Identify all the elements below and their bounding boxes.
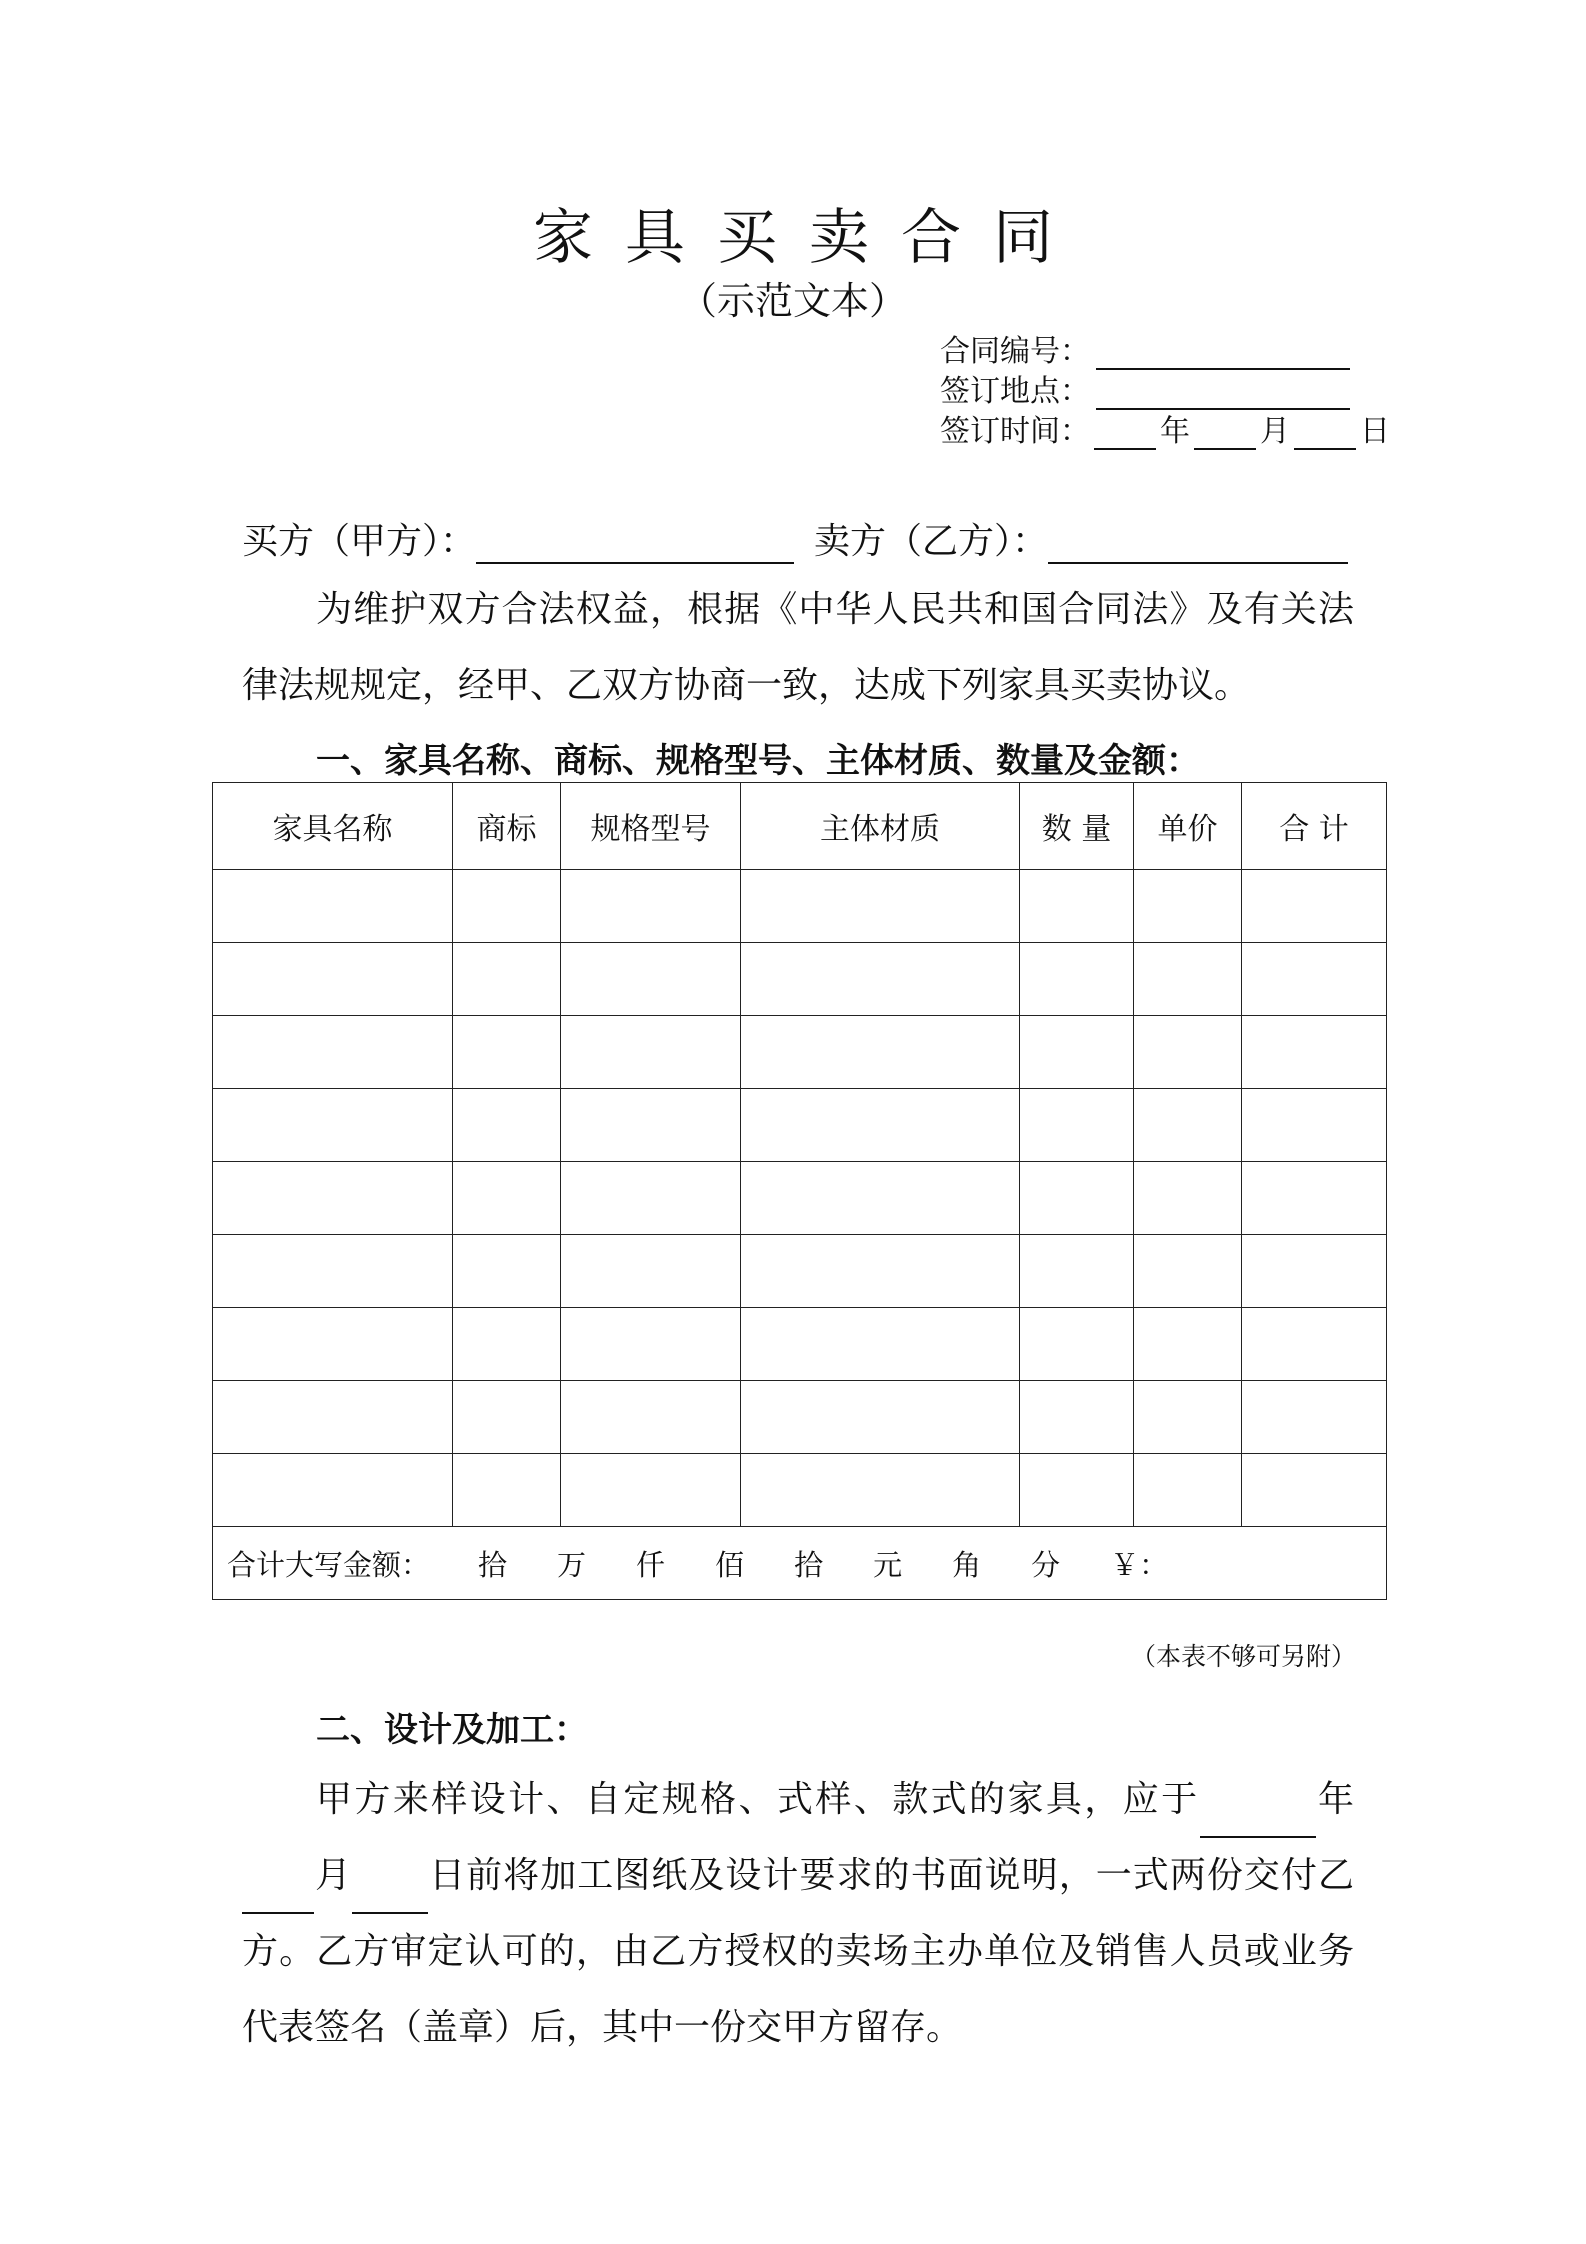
deadline-year-label: 年 — [1315, 1779, 1354, 1820]
deadline-year-field[interactable] — [1200, 1796, 1316, 1838]
sign-year-field[interactable] — [1094, 414, 1156, 450]
section2-text-2: 日前将加工图纸及设计要求的书面说明，一式两份交付乙方。乙方审定认可的，由乙方授权的卖场主办单位及销售人员或业务代表签名（盖章）后，其中一份交甲方留存。 — [242, 1855, 1354, 2048]
table-cell[interactable] — [741, 870, 1020, 943]
table-body — [213, 870, 1387, 1600]
total-units — [430, 1548, 1168, 1582]
sign-day-label: 日 — [1360, 414, 1390, 449]
table-cell[interactable] — [1134, 1235, 1242, 1308]
unit-yuan: 元 — [873, 1547, 903, 1582]
table-row — [213, 1162, 1387, 1235]
table-cell[interactable] — [1242, 1454, 1387, 1527]
table-cell[interactable] — [1134, 1381, 1242, 1454]
unit-fen: 分 — [1031, 1547, 1061, 1582]
table-row — [213, 870, 1387, 943]
table-cell[interactable] — [741, 1016, 1020, 1089]
table-row — [213, 1454, 1387, 1527]
table-cell[interactable] — [1134, 1016, 1242, 1089]
table-cell[interactable] — [741, 1162, 1020, 1235]
table-cell[interactable] — [213, 1308, 453, 1381]
table-cell[interactable] — [1020, 870, 1134, 943]
parties-row — [242, 513, 1348, 564]
sign-place-field[interactable] — [1096, 374, 1350, 410]
col-subtotal: 合 计 — [1242, 783, 1387, 870]
deadline-month-field[interactable] — [242, 1872, 314, 1914]
sign-place-row — [940, 366, 1350, 410]
sign-time-label: 签订时间： — [940, 414, 1090, 449]
table-cell[interactable] — [213, 1381, 453, 1454]
table-cell[interactable] — [1020, 1235, 1134, 1308]
table-cell[interactable] — [213, 943, 453, 1016]
table-cell[interactable] — [213, 1235, 453, 1308]
table-cell[interactable] — [453, 870, 561, 943]
table-cell[interactable] — [561, 1162, 741, 1235]
table-cell[interactable] — [213, 1162, 453, 1235]
section2-heading: 二、设计及加工： — [316, 1710, 588, 1750]
table-cell[interactable] — [1134, 1089, 1242, 1162]
table-cell[interactable] — [213, 1089, 453, 1162]
table-cell[interactable] — [1242, 1016, 1387, 1089]
col-furniture-name: 家具名称 — [213, 783, 453, 870]
unit-bai: 佰 — [715, 1547, 745, 1582]
sign-month-label: 月 — [1260, 414, 1290, 449]
col-trademark: 商标 — [453, 783, 561, 870]
table-cell[interactable] — [453, 1454, 561, 1527]
table-cell[interactable] — [453, 1016, 561, 1089]
table-cell[interactable] — [213, 870, 453, 943]
table-cell[interactable] — [1242, 870, 1387, 943]
table-cell[interactable] — [453, 1381, 561, 1454]
table-cell[interactable] — [561, 1089, 741, 1162]
table-cell[interactable] — [1134, 1308, 1242, 1381]
table-cell[interactable] — [213, 1016, 453, 1089]
table-cell[interactable] — [1242, 1089, 1387, 1162]
table-cell[interactable] — [1242, 1381, 1387, 1454]
unit-yen: ￥： — [1110, 1547, 1169, 1582]
table-cell[interactable] — [453, 1235, 561, 1308]
table-cell[interactable] — [1020, 1454, 1134, 1527]
table-cell[interactable] — [561, 1454, 741, 1527]
unit-wan: 万 — [557, 1547, 587, 1582]
preamble-paragraph: 为维护双方合法权益，根据《中华人民共和国合同法》及有关法律法规规定，经甲、乙双方协商一致，达成下列家具买卖协议。 — [242, 589, 1354, 706]
table-cell[interactable] — [741, 943, 1020, 1016]
total-row — [213, 1527, 1387, 1600]
table-cell[interactable] — [1020, 1381, 1134, 1454]
seller-label: 卖方（乙方）： — [814, 521, 1049, 562]
table-cell[interactable] — [1020, 943, 1134, 1016]
deadline-month-label: 月 — [314, 1855, 353, 1896]
table-row — [213, 943, 1387, 1016]
document-subtitle: （示范文本） — [678, 279, 907, 323]
table-cell[interactable] — [1242, 943, 1387, 1016]
table-cell[interactable] — [1020, 1016, 1134, 1089]
table-row — [213, 1235, 1387, 1308]
table-cell[interactable] — [1020, 1308, 1134, 1381]
section2-text-1: 甲方来样设计、自定规格、式样、款式的家具，应于 — [316, 1779, 1200, 1820]
unit-qian: 仟 — [636, 1547, 666, 1582]
seller-field[interactable] — [1048, 520, 1348, 564]
table-note: （本表不够可另附） — [1130, 1642, 1356, 1671]
table-cell[interactable] — [1242, 1308, 1387, 1381]
sign-day-field[interactable] — [1294, 414, 1356, 450]
table-cell[interactable] — [1134, 943, 1242, 1016]
table-cell[interactable] — [1020, 1162, 1134, 1235]
table-cell[interactable] — [1242, 1162, 1387, 1235]
table-row — [213, 1308, 1387, 1381]
sign-month-field[interactable] — [1194, 414, 1256, 450]
table-cell[interactable] — [741, 1454, 1020, 1527]
table-cell[interactable] — [453, 1162, 561, 1235]
total-amount-cell[interactable] — [213, 1527, 1387, 1600]
table-cell[interactable] — [213, 1454, 453, 1527]
table-cell[interactable] — [1134, 1454, 1242, 1527]
sign-year-label: 年 — [1160, 414, 1190, 449]
sign-time-row — [940, 406, 1390, 450]
table-cell[interactable] — [453, 943, 561, 1016]
total-amount-label: 合计大写金额： — [227, 1547, 431, 1582]
col-quantity: 数 量 — [1020, 783, 1134, 870]
table-row — [213, 1016, 1387, 1089]
table-cell[interactable] — [741, 1235, 1020, 1308]
table-cell[interactable] — [561, 1308, 741, 1381]
table-cell[interactable] — [561, 1016, 741, 1089]
document-title: 家具买卖合同 — [533, 203, 1085, 273]
table-cell[interactable] — [561, 1235, 741, 1308]
unit-shi: 拾 — [478, 1547, 508, 1582]
col-unit-price: 单价 — [1134, 783, 1242, 870]
contract-number-field[interactable] — [1096, 334, 1350, 370]
unit-shi-2: 拾 — [794, 1547, 824, 1582]
table-row — [213, 1089, 1387, 1162]
table-cell[interactable] — [1242, 1235, 1387, 1308]
table-cell[interactable] — [561, 943, 741, 1016]
table-cell[interactable] — [561, 1381, 741, 1454]
table-cell[interactable] — [561, 870, 741, 943]
table-cell[interactable] — [741, 1308, 1020, 1381]
furniture-table — [212, 782, 1387, 1600]
table-header-row — [213, 783, 1387, 870]
table-cell[interactable] — [453, 1308, 561, 1381]
table-cell[interactable] — [453, 1089, 561, 1162]
col-spec-model: 规格型号 — [561, 783, 741, 870]
col-main-material: 主体材质 — [741, 783, 1020, 870]
table-cell[interactable] — [741, 1089, 1020, 1162]
contract-number-row — [940, 326, 1350, 370]
table-row — [213, 1381, 1387, 1454]
table-cell[interactable] — [1134, 1162, 1242, 1235]
buyer-label: 买方（甲方）： — [242, 521, 477, 562]
table-cell[interactable] — [1134, 870, 1242, 943]
section2-paragraph — [242, 1762, 1354, 2066]
unit-jiao: 角 — [952, 1547, 982, 1582]
deadline-day-field[interactable] — [352, 1872, 428, 1914]
table-cell[interactable] — [741, 1381, 1020, 1454]
sign-place-label: 签订地点： — [940, 374, 1090, 409]
contract-number-label: 合同编号： — [940, 334, 1090, 369]
buyer-field[interactable] — [476, 520, 794, 564]
section1-heading: 一、家具名称、商标、规格型号、主体材质、数量及金额： — [316, 741, 1200, 781]
table-cell[interactable] — [1020, 1089, 1134, 1162]
